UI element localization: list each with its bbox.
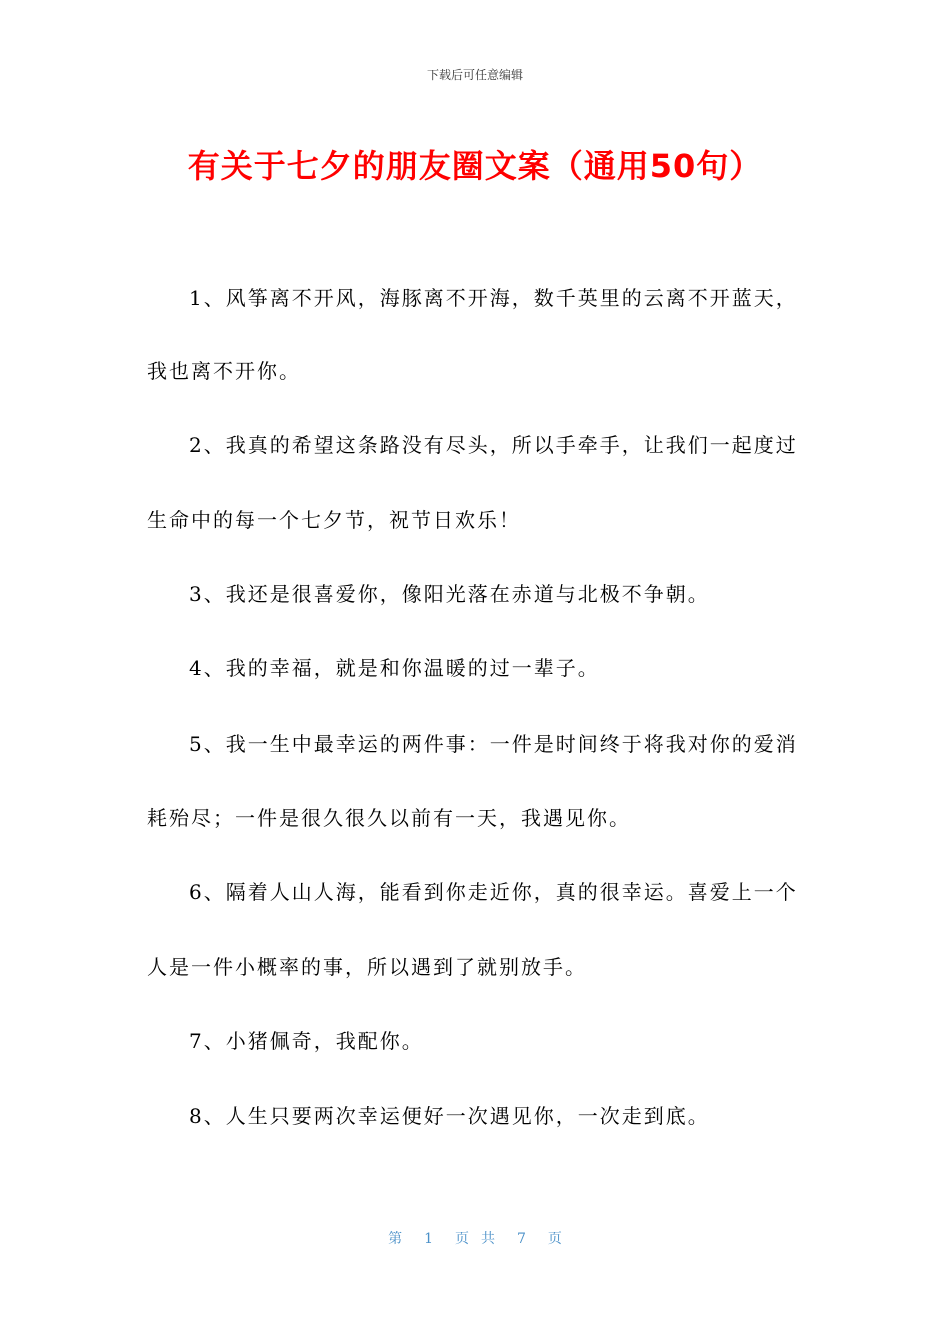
paragraph-4-line-1: 4、我的幸福，就是和你温暖的过一辈子。 [189,656,600,680]
footer-middle: 页共 [455,1231,507,1247]
paragraph-3-line-1: 3、我还是很喜爱你，像阳光落在赤道与北极不争朝。 [189,582,710,606]
paragraph-5-line-2: 耗殆尽；一件是很久很久以前有一天，我遇见你。 [147,806,631,830]
paragraph-5-line-1: 5、我一生中最幸运的两件事：一件是时间终于将我对你的爱消 [189,732,798,756]
paragraph-8-line-1: 8、人生只要两次幸运便好一次遇见你，一次走到底。 [189,1104,710,1128]
footer-suffix: 页 [547,1231,562,1247]
paragraph-6-line-2: 人是一件小概率的事，所以遇到了就别放手。 [147,955,587,979]
paragraph-6-line-1: 6、隔着人山人海，能看到你走近你，真的很幸运。喜爱上一个 [189,880,798,904]
document-title: 有关于七夕的朋友圈文案（通用50句） [187,147,763,185]
footer-total-pages: 7 [517,1231,526,1247]
paragraph-1-line-1: 1、风筝离不开风，海豚离不开海，数千英里的云离不开蓝天， [189,286,798,310]
paragraph-2-line-2: 生命中的每一个七夕节，祝节日欢乐！ [147,508,521,532]
paragraph-7-line-1: 7、小猪佩奇，我配你。 [189,1029,424,1053]
page-footer [0,1229,950,1249]
header-note: 下载后可任意编辑 [426,68,523,82]
paragraph-2-line-1: 2、我真的希望这条路没有尽头，所以手牵手，让我们一起度过 [189,433,798,457]
paragraph-1-line-2: 我也离不开你。 [147,359,301,383]
footer-page-number: 1 [424,1231,433,1247]
footer-prefix: 第 [388,1231,403,1247]
